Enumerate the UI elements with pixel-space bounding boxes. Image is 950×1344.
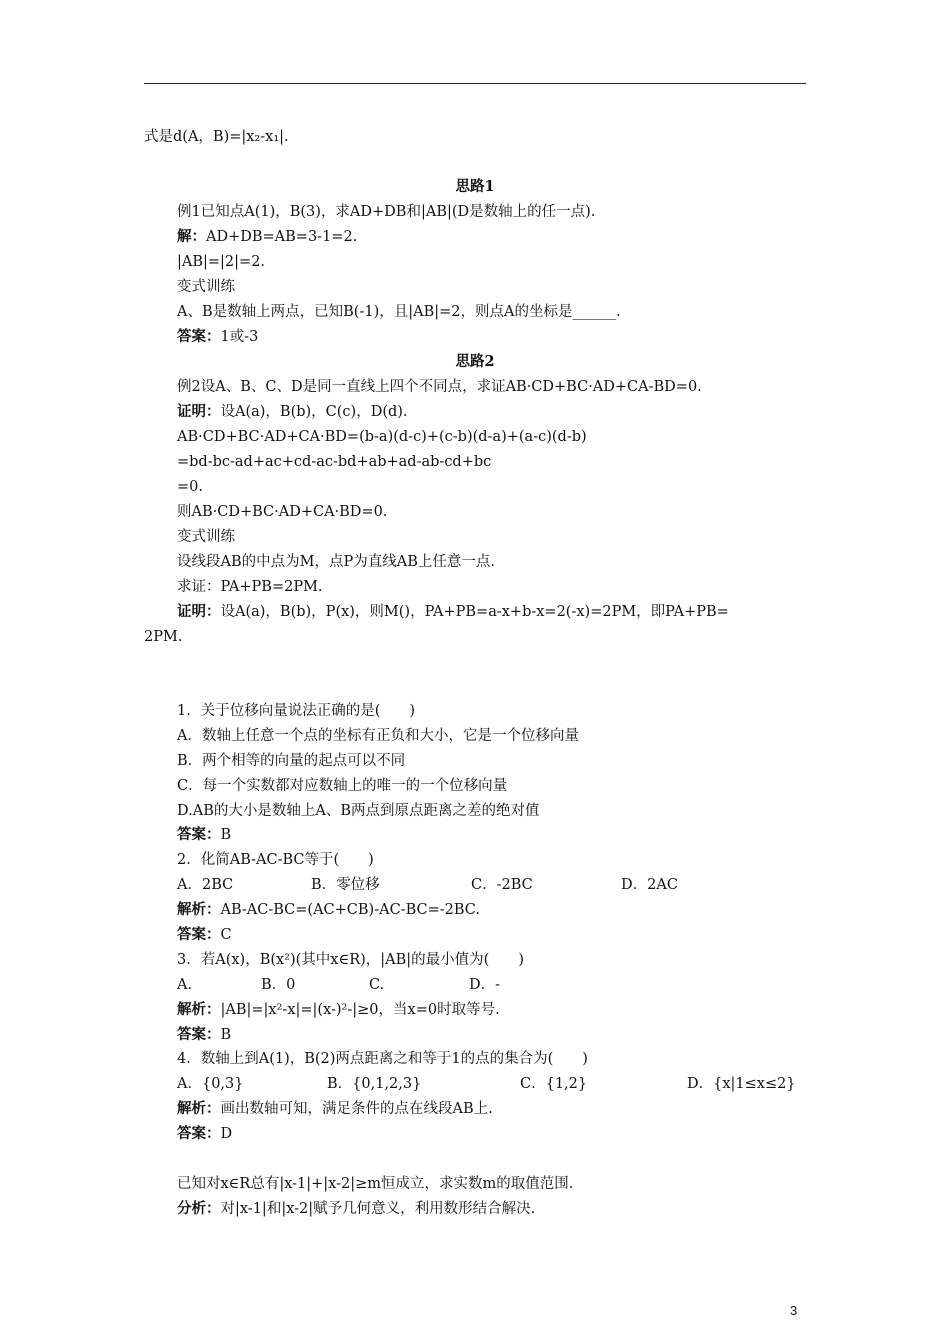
q3-options: [177, 976, 839, 994]
solution-1-abs: |AB|=|2|=2.: [177, 254, 266, 270]
explanation-text: AB-AC-BC=(AC+CB)-AC-BC=-2BC.: [220, 902, 480, 918]
answer-1: [177, 328, 839, 346]
q2-option-c: C．-2BC: [471, 877, 533, 893]
q4-option-a: A．{0,3}: [177, 1076, 244, 1092]
q2-options: [177, 876, 839, 894]
variant-question-1: A、B是数轴上两点，已知B(-1)，且|AB|=2，则点A的坐标是______.: [177, 304, 621, 320]
example-2: 例2设A、B、C、D是同一直线上四个不同点，求证AB·CD+BC·AD+CA-BD=0.: [177, 379, 702, 395]
answer-text: C: [220, 927, 232, 943]
q2-option-d: D．2AC: [621, 877, 678, 893]
analysis-text: 对|x-1|和|x-2|赋予几何意义，利用数形结合解决.: [220, 1201, 536, 1217]
explanation-label: 解析：: [177, 1100, 221, 1117]
solution-1: [177, 228, 839, 246]
section-title-2: 思路2: [455, 353, 495, 370]
example-1: 例1已知点A(1)，B(3)，求AD+DB和|AB|(D是数轴上的任一点).: [177, 204, 596, 220]
analysis-label: 分析：: [177, 1200, 221, 1217]
answer-label: 答案：: [177, 1026, 221, 1043]
q3-option-d: D．-: [469, 977, 501, 993]
proof-variant-cont: 2PM.: [144, 629, 183, 645]
answer-label: 答案：: [177, 328, 221, 345]
q3-explanation: [177, 1001, 839, 1019]
q3-option-b: B．0: [261, 977, 296, 993]
q2-explanation: [177, 901, 839, 919]
q4-explanation: [177, 1100, 839, 1118]
variant-title-2: 变式训练: [177, 529, 235, 545]
explanation-label: 解析：: [177, 901, 221, 918]
explanation-text: |AB|=|x²-x|=|(x-)²-|≥0，当x=0时取等号.: [220, 1002, 500, 1018]
variant-question-2a: 设线段AB的中点为M，点P为直线AB上任意一点.: [177, 554, 495, 570]
q4-options: [177, 1075, 839, 1093]
answer-label: 答案：: [177, 926, 221, 943]
answer-text: D: [220, 1126, 233, 1142]
proof-line-2: =bd-bc-ad+ac+cd-ac-bd+ab+ad-ab-cd+bc: [177, 454, 492, 470]
explanation-text: 画出数轴可知，满足条件的点在线段AB上.: [220, 1101, 493, 1117]
proof-line-4: 则AB·CD+BC·AD+CA·BD=0.: [177, 504, 388, 520]
q4-option-b: B．{0,1,2,3}: [327, 1076, 422, 1092]
q4-stem: 4．数轴上到A(1)，B(2)两点距离之和等于1的点的集合为( ): [177, 1051, 588, 1067]
section-title-1: 思路1: [455, 178, 495, 195]
q1-option-a: A．数轴上任意一个点的坐标有正负和大小，它是一个位移向量: [177, 728, 579, 744]
q1-answer: [177, 826, 839, 844]
q1-option-c: C．每一个实数都对应数轴上的唯一的一个位移向量: [177, 778, 508, 794]
final-question: 已知对x∈R总有|x-1|+|x-2|≥m恒成立，求实数m的取值范围.: [177, 1176, 574, 1192]
proof-2: [177, 403, 839, 421]
q3-option-a: A.: [177, 977, 193, 993]
proof-variant-text: 设A(a)，B(b)，P(x)，则M()，PA+PB=a-x+b-x=2(-x)=2PM，即PA+PB=: [220, 604, 729, 620]
final-analysis: [177, 1200, 839, 1218]
q1-option-d: D.AB的大小是数轴上A、B两点到原点距离之差的绝对值: [177, 803, 540, 819]
proof-setup: 设A(a)，B(b)，C(c)，D(d).: [220, 404, 408, 420]
proof-line-3: =0.: [177, 479, 203, 495]
q2-stem: 2．化简AB-AC-BC等于( ): [177, 852, 374, 868]
page-number: 3: [790, 1303, 798, 1318]
proof-line-1: AB·CD+BC·AD+CA·BD=(b-a)(d-c)+(c-b)(d-a)+(a-c)(d-b): [177, 429, 587, 445]
explanation-label: 解析：: [177, 1001, 221, 1018]
answer-text: 1或-3: [220, 329, 259, 345]
q2-option-b: B．零位移: [311, 877, 380, 893]
q3-option-c: C.: [369, 977, 385, 993]
answer-label: 答案：: [177, 826, 221, 843]
q2-answer: [177, 926, 839, 944]
solution-text: AD+DB=AB=3-1=2.: [206, 229, 358, 245]
answer-text: B: [220, 1027, 232, 1043]
q4-option-d: D．{x|1≤x≤2}: [687, 1076, 796, 1092]
solution-label: 解：: [177, 228, 206, 245]
variant-title-1: 变式训练: [177, 279, 235, 295]
proof-label: 证明：: [177, 403, 221, 420]
q1-option-b: B．两个相等的向量的起点可以不同: [177, 753, 406, 769]
q4-option-c: C．{1,2}: [520, 1076, 588, 1092]
proof-label: 证明：: [177, 603, 221, 620]
answer-label: 答案：: [177, 1125, 221, 1142]
answer-text: B: [220, 827, 232, 843]
q1-stem: 1．关于位移向量说法正确的是( ): [177, 703, 416, 719]
q4-answer: [177, 1125, 839, 1143]
intro-line: 式是d(A，B)=|x₂-x₁|.: [144, 129, 289, 145]
proof-variant-2: [177, 603, 839, 621]
header-rule: [144, 83, 806, 84]
variant-question-2b: 求证：PA+PB=2PM.: [177, 579, 323, 595]
q3-answer: [177, 1026, 839, 1044]
q2-option-a: A．2BC: [177, 877, 234, 893]
q3-stem: 3．若A(x)，B(x²)(其中x∈R)，|AB|的最小值为( ): [177, 952, 525, 968]
